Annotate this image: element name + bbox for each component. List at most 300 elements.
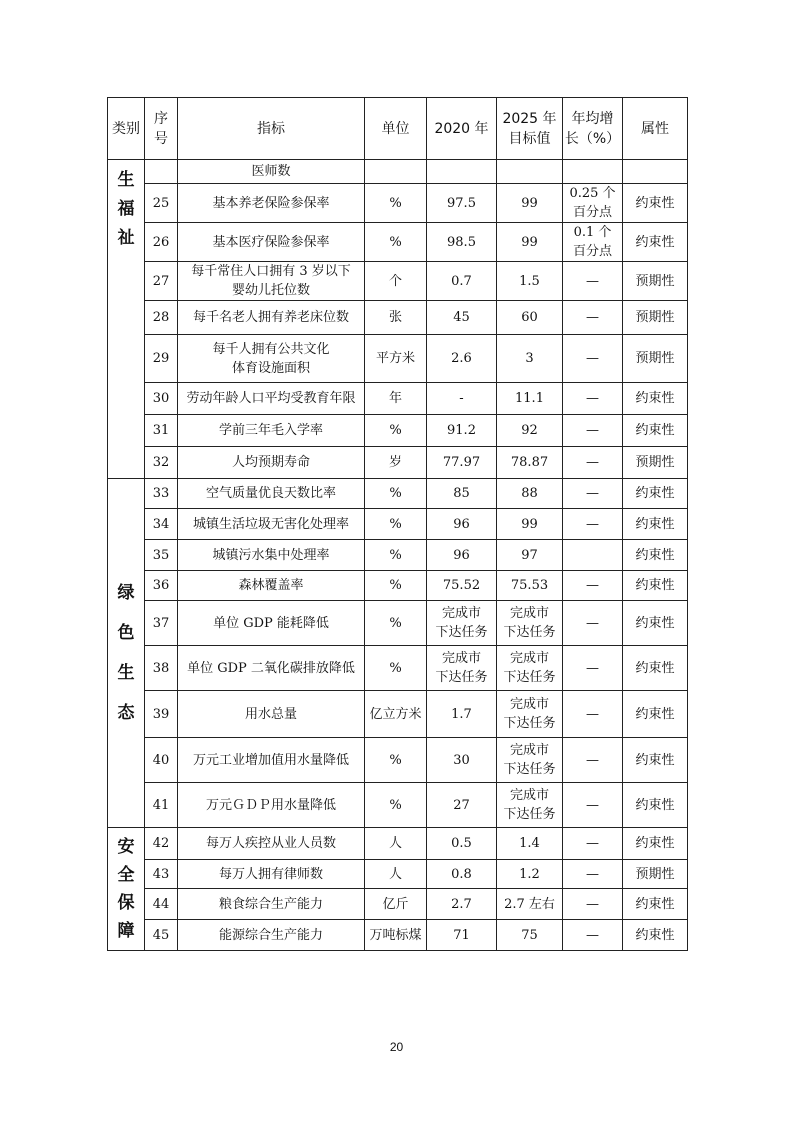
annual-growth-cell	[563, 415, 623, 447]
annual-growth: —	[586, 516, 599, 532]
attribute: 约束性	[635, 234, 675, 250]
value-2020: 30	[453, 752, 470, 768]
value-2020: 96	[453, 516, 470, 532]
annual-growth-cell	[563, 889, 623, 920]
unit-cell	[365, 828, 427, 860]
annual-growth: 0.1 个 百分点	[572, 225, 612, 259]
indicator-name-cell	[178, 920, 365, 951]
indicator-name-cell	[178, 335, 365, 383]
row-number-cell	[145, 571, 178, 601]
value-2020-cell	[427, 828, 497, 860]
unit-cell	[365, 262, 427, 301]
value-2020: 完成市 下达任务	[435, 651, 488, 685]
value-2020: 0.7	[451, 273, 472, 289]
target-2025-cell	[497, 447, 563, 479]
row-number-cell	[145, 223, 178, 262]
unit-cell	[365, 646, 427, 691]
attribute: 约束性	[635, 896, 675, 912]
indicator-name: 每千常住人口拥有 3 岁以下 婴幼儿托位数	[191, 264, 351, 298]
row-number-cell	[145, 479, 178, 509]
header-no: 序 号	[145, 98, 178, 160]
indicator-name-cell	[178, 223, 365, 262]
unit-cell	[365, 540, 427, 571]
unit: 亿立方米	[369, 706, 422, 722]
table-row	[108, 479, 688, 509]
value-2020-cell	[427, 415, 497, 447]
unit: %	[389, 423, 402, 438]
table-row	[108, 509, 688, 540]
attribute: 约束性	[635, 797, 675, 813]
indicator-name: 医师数	[251, 164, 291, 179]
indicator-name-cell	[178, 301, 365, 335]
attribute: 约束性	[635, 927, 675, 943]
target-2025-cell	[497, 383, 563, 415]
indicator-name-cell	[178, 738, 365, 783]
row-number: 38	[152, 660, 170, 676]
indicator-name-cell	[178, 601, 365, 646]
attribute: 约束性	[635, 578, 675, 593]
attribute: 约束性	[635, 423, 675, 438]
target-2025-cell	[497, 860, 563, 889]
target-2025: 完成市 下达任务	[503, 743, 556, 777]
attribute-cell	[623, 184, 688, 223]
attribute: 约束性	[635, 195, 675, 211]
unit-cell	[365, 920, 427, 951]
attribute: 约束性	[635, 660, 675, 676]
row-number-cell	[145, 738, 178, 783]
indicator-name-cell	[178, 828, 365, 860]
value-2020: 1.7	[451, 706, 472, 722]
target-2025: 97	[521, 547, 538, 563]
value-2020: 27	[453, 797, 470, 813]
annual-growth: —	[586, 391, 599, 406]
annual-growth: —	[586, 423, 599, 438]
annual-growth-cell	[563, 262, 623, 301]
attribute-cell	[623, 860, 688, 889]
indicator-name-cell	[178, 783, 365, 828]
indicator-name: 单位 GDP 能耗降低	[213, 615, 329, 631]
table-row	[108, 828, 688, 860]
annual-growth: —	[586, 310, 599, 325]
indicator-name: 每千人拥有公共文化 体育设施面积	[212, 341, 330, 376]
value-2020: -	[459, 391, 464, 406]
attribute-cell	[623, 646, 688, 691]
indicator-name: 每万人疾控从业人员数	[205, 836, 336, 851]
table-row	[108, 262, 688, 301]
attribute-cell	[623, 479, 688, 509]
row-number: 45	[152, 927, 170, 943]
table-row	[108, 889, 688, 920]
row-number-cell	[145, 783, 178, 828]
unit-cell	[365, 571, 427, 601]
indicator-name-cell	[178, 540, 365, 571]
value-2020-cell	[427, 223, 497, 262]
attribute-cell	[623, 691, 688, 738]
annual-growth-cell	[563, 383, 623, 415]
indicator-name: 学前三年毛入学率	[218, 423, 323, 438]
attribute: 预期性	[635, 351, 675, 366]
indicator-name: 万元ＧＤＰ用水量降低	[205, 797, 336, 813]
unit: 张	[388, 310, 402, 325]
value-2020: 75.52	[442, 578, 481, 593]
unit: 年	[388, 391, 402, 406]
target-2025: 99	[521, 234, 538, 250]
row-number-cell	[145, 889, 178, 920]
unit-cell	[365, 509, 427, 540]
category-green	[108, 479, 145, 828]
value-2020: 97.5	[447, 195, 476, 211]
table-row	[108, 335, 688, 383]
target-2025: 60	[521, 310, 538, 325]
value-2020: 0.5	[451, 836, 472, 851]
attribute: 预期性	[635, 273, 675, 289]
table-row	[108, 540, 688, 571]
attribute: 约束性	[635, 752, 675, 768]
row-number: 27	[152, 273, 170, 289]
indicator-name: 基本医疗保险参保率	[212, 234, 330, 250]
indicator-name-cell	[178, 509, 365, 540]
target-2025-cell	[497, 691, 563, 738]
row-number-cell	[145, 184, 178, 223]
attribute: 约束性	[635, 615, 675, 631]
unit: %	[389, 486, 402, 501]
attribute: 预期性	[635, 866, 675, 882]
row-number: 32	[152, 455, 170, 470]
table-row	[108, 301, 688, 335]
annual-growth: —	[586, 455, 599, 470]
unit-cell	[365, 160, 427, 184]
row-number: 34	[152, 516, 170, 532]
target-2025-cell	[497, 646, 563, 691]
table-row	[108, 383, 688, 415]
header-attribute: 属性	[623, 98, 688, 160]
indicator-name: 粮食综合生产能力	[218, 896, 323, 912]
table-body	[108, 160, 688, 951]
target-2025-cell	[497, 509, 563, 540]
target-2025-cell	[497, 160, 563, 184]
header-2025-target: 2025 年 目标值	[497, 98, 563, 160]
table-row	[108, 601, 688, 646]
indicator-name-cell	[178, 415, 365, 447]
annual-growth-cell	[563, 646, 623, 691]
row-number: 28	[152, 310, 170, 325]
value-2020-cell	[427, 920, 497, 951]
attribute: 约束性	[635, 547, 675, 563]
annual-growth: —	[586, 660, 599, 676]
indicator-name: 城镇生活垃圾无害化处理率	[192, 516, 349, 532]
indicator-name-cell	[178, 889, 365, 920]
annual-growth-cell	[563, 601, 623, 646]
unit: %	[389, 195, 402, 211]
row-number: 43	[152, 866, 170, 882]
indicator-name-cell	[178, 184, 365, 223]
unit-cell	[365, 601, 427, 646]
value-2020: 2.6	[451, 351, 472, 366]
row-number: 26	[152, 234, 170, 250]
target-2025-cell	[497, 415, 563, 447]
target-2025-cell	[497, 479, 563, 509]
value-2020: 85	[453, 486, 470, 501]
row-number-cell	[145, 601, 178, 646]
row-number: 30	[152, 391, 170, 406]
value-2020: 77.97	[442, 455, 481, 470]
value-2020-cell	[427, 540, 497, 571]
annual-growth: —	[586, 578, 599, 593]
table-row	[108, 447, 688, 479]
value-2020: 2.7	[451, 896, 472, 912]
unit: %	[389, 547, 402, 563]
attribute: 约束性	[635, 836, 675, 851]
row-number: 36	[152, 578, 170, 593]
annual-growth: —	[586, 273, 599, 289]
annual-growth: 0.25 个 百分点	[569, 186, 616, 220]
table-row	[108, 738, 688, 783]
indicator-name: 能源综合生产能力	[218, 927, 323, 943]
target-2025-cell	[497, 335, 563, 383]
value-2020-cell	[427, 184, 497, 223]
attribute-cell	[623, 920, 688, 951]
target-2025-cell	[497, 920, 563, 951]
value-2020-cell	[427, 691, 497, 738]
indicator-name: 每万人拥有律师数	[218, 866, 323, 882]
indicator-name-cell	[178, 383, 365, 415]
value-2020-cell	[427, 571, 497, 601]
value-2020-cell	[427, 646, 497, 691]
indicator-table	[107, 97, 688, 951]
header-annual-growth: 年均增 长（%）	[563, 98, 623, 160]
target-2025-cell	[497, 262, 563, 301]
annual-growth-cell	[563, 160, 623, 184]
annual-growth-cell	[563, 184, 623, 223]
target-2025: 1.4	[519, 836, 540, 851]
value-2020-cell	[427, 738, 497, 783]
indicator-name-cell	[178, 571, 365, 601]
value-2020-cell	[427, 889, 497, 920]
unit: %	[389, 752, 402, 768]
unit: %	[389, 797, 402, 813]
indicator-name-cell	[178, 860, 365, 889]
table-row	[108, 160, 688, 184]
row-number: 39	[152, 706, 170, 722]
value-2020: 71	[453, 927, 470, 943]
unit-cell	[365, 447, 427, 479]
annual-growth-cell	[563, 540, 623, 571]
value-2020-cell	[427, 601, 497, 646]
unit: 个	[388, 273, 402, 289]
annual-growth: —	[586, 752, 599, 768]
unit-cell	[365, 415, 427, 447]
target-2025-cell	[497, 184, 563, 223]
value-2020: 98.5	[447, 234, 476, 250]
target-2025: 75	[521, 927, 538, 943]
annual-growth: —	[586, 351, 599, 366]
annual-growth: —	[586, 706, 599, 722]
unit: 亿斤	[382, 896, 409, 912]
target-2025-cell	[497, 571, 563, 601]
unit-cell	[365, 479, 427, 509]
indicator-name: 用水总量	[244, 706, 297, 722]
value-2020-cell	[427, 301, 497, 335]
row-number-cell	[145, 301, 178, 335]
target-2025-cell	[497, 828, 563, 860]
target-2025: 99	[521, 195, 538, 211]
table-row	[108, 860, 688, 889]
value-2020-cell	[427, 383, 497, 415]
page-number: 20	[389, 1040, 404, 1054]
annual-growth-cell	[563, 783, 623, 828]
header-row	[108, 98, 688, 160]
indicator-name: 城镇污水集中处理率	[212, 547, 330, 563]
row-number-cell	[145, 646, 178, 691]
table-row	[108, 571, 688, 601]
unit-cell	[365, 738, 427, 783]
annual-growth-cell	[563, 447, 623, 479]
target-2025: 完成市 下达任务	[503, 651, 556, 685]
target-2025: 3	[525, 351, 534, 366]
attribute-cell	[623, 383, 688, 415]
value-2020: 91.2	[447, 423, 476, 438]
indicator-name: 空气质量优良天数比率	[205, 486, 336, 501]
target-2025: 完成市 下达任务	[503, 788, 556, 822]
unit: 人	[388, 836, 402, 851]
target-2025: 99	[521, 516, 538, 532]
unit: %	[389, 234, 402, 250]
annual-growth-cell	[563, 509, 623, 540]
header-2020: 2020 年	[427, 98, 497, 160]
attribute-cell	[623, 160, 688, 184]
unit-cell	[365, 184, 427, 223]
target-2025-cell	[497, 540, 563, 571]
attribute-cell	[623, 738, 688, 783]
row-number-cell	[145, 415, 178, 447]
target-2025: 11.1	[515, 391, 544, 406]
attribute-cell	[623, 783, 688, 828]
unit: 万吨标煤	[369, 927, 422, 943]
category-label: 绿 色 生 态	[117, 583, 135, 723]
annual-growth-cell	[563, 571, 623, 601]
annual-growth-cell	[563, 738, 623, 783]
value-2020: 完成市 下达任务	[435, 606, 488, 640]
attribute-cell	[623, 223, 688, 262]
annual-growth-cell	[563, 691, 623, 738]
table-row	[108, 646, 688, 691]
attribute: 预期性	[635, 455, 675, 470]
indicator-name-cell	[178, 262, 365, 301]
indicator-name: 每千名老人拥有养老床位数	[192, 310, 349, 325]
category-label: 安 全 保 障	[117, 837, 135, 941]
table-row	[108, 783, 688, 828]
value-2020-cell	[427, 783, 497, 828]
row-number-cell	[145, 540, 178, 571]
unit: %	[389, 578, 402, 593]
value-2020-cell	[427, 479, 497, 509]
unit: 人	[388, 866, 402, 882]
table-row	[108, 691, 688, 738]
attribute-cell	[623, 601, 688, 646]
attribute-cell	[623, 571, 688, 601]
category-safety	[108, 828, 145, 951]
annual-growth: —	[586, 927, 599, 943]
header-indicator: 指标	[178, 98, 365, 160]
unit: %	[389, 615, 402, 631]
row-number: 44	[152, 896, 170, 912]
table-row	[108, 415, 688, 447]
annual-growth-cell	[563, 301, 623, 335]
row-number-cell	[145, 828, 178, 860]
indicator-name: 森林覆盖率	[238, 578, 304, 593]
indicator-name: 万元工业增加值用水量降低	[192, 752, 349, 768]
unit-cell	[365, 783, 427, 828]
row-number-cell	[145, 920, 178, 951]
row-number: 40	[152, 752, 170, 768]
annual-growth-cell	[563, 860, 623, 889]
target-2025: 完成市 下达任务	[503, 697, 556, 731]
row-number-cell	[145, 335, 178, 383]
unit-cell	[365, 383, 427, 415]
annual-growth-cell	[563, 223, 623, 262]
row-number-cell	[145, 383, 178, 415]
unit: 平方米	[375, 351, 415, 366]
attribute: 约束性	[635, 516, 675, 532]
unit-cell	[365, 301, 427, 335]
annual-growth: —	[586, 615, 599, 631]
indicator-name-cell	[178, 479, 365, 509]
row-number: 42	[152, 836, 170, 851]
unit-cell	[365, 860, 427, 889]
category-welfare	[108, 160, 145, 479]
attribute-cell	[623, 540, 688, 571]
value-2020-cell	[427, 160, 497, 184]
attribute-cell	[623, 262, 688, 301]
value-2020-cell	[427, 335, 497, 383]
header-category: 类别	[108, 98, 145, 160]
unit: %	[389, 660, 402, 676]
row-number-cell	[145, 160, 178, 184]
annual-growth: —	[586, 797, 599, 813]
attribute: 约束性	[635, 486, 675, 501]
annual-growth-cell	[563, 479, 623, 509]
indicator-name: 基本养老保险参保率	[212, 195, 330, 211]
row-number: 25	[152, 195, 170, 211]
annual-growth: —	[586, 896, 599, 912]
target-2025-cell	[497, 223, 563, 262]
target-2025-cell	[497, 601, 563, 646]
target-2025: 92	[521, 423, 538, 438]
annual-growth-cell	[563, 828, 623, 860]
target-2025: 1.5	[519, 273, 540, 289]
attribute: 预期性	[635, 310, 675, 325]
table-row	[108, 223, 688, 262]
row-number: 37	[152, 615, 170, 631]
value-2020: 0.8	[451, 866, 472, 882]
row-number: 29	[152, 351, 170, 366]
target-2025: 1.2	[519, 866, 540, 882]
unit-cell	[365, 335, 427, 383]
row-number: 31	[152, 423, 170, 438]
indicator-name-cell	[178, 447, 365, 479]
value-2020-cell	[427, 447, 497, 479]
annual-growth-cell	[563, 920, 623, 951]
attribute-cell	[623, 509, 688, 540]
attribute-cell	[623, 447, 688, 479]
target-2025: 88	[521, 486, 538, 501]
row-number: 35	[152, 547, 170, 563]
annual-growth-cell	[563, 335, 623, 383]
indicator-name-cell	[178, 691, 365, 738]
annual-growth: —	[586, 866, 599, 882]
annual-growth: —	[586, 486, 599, 501]
unit: %	[389, 516, 402, 532]
